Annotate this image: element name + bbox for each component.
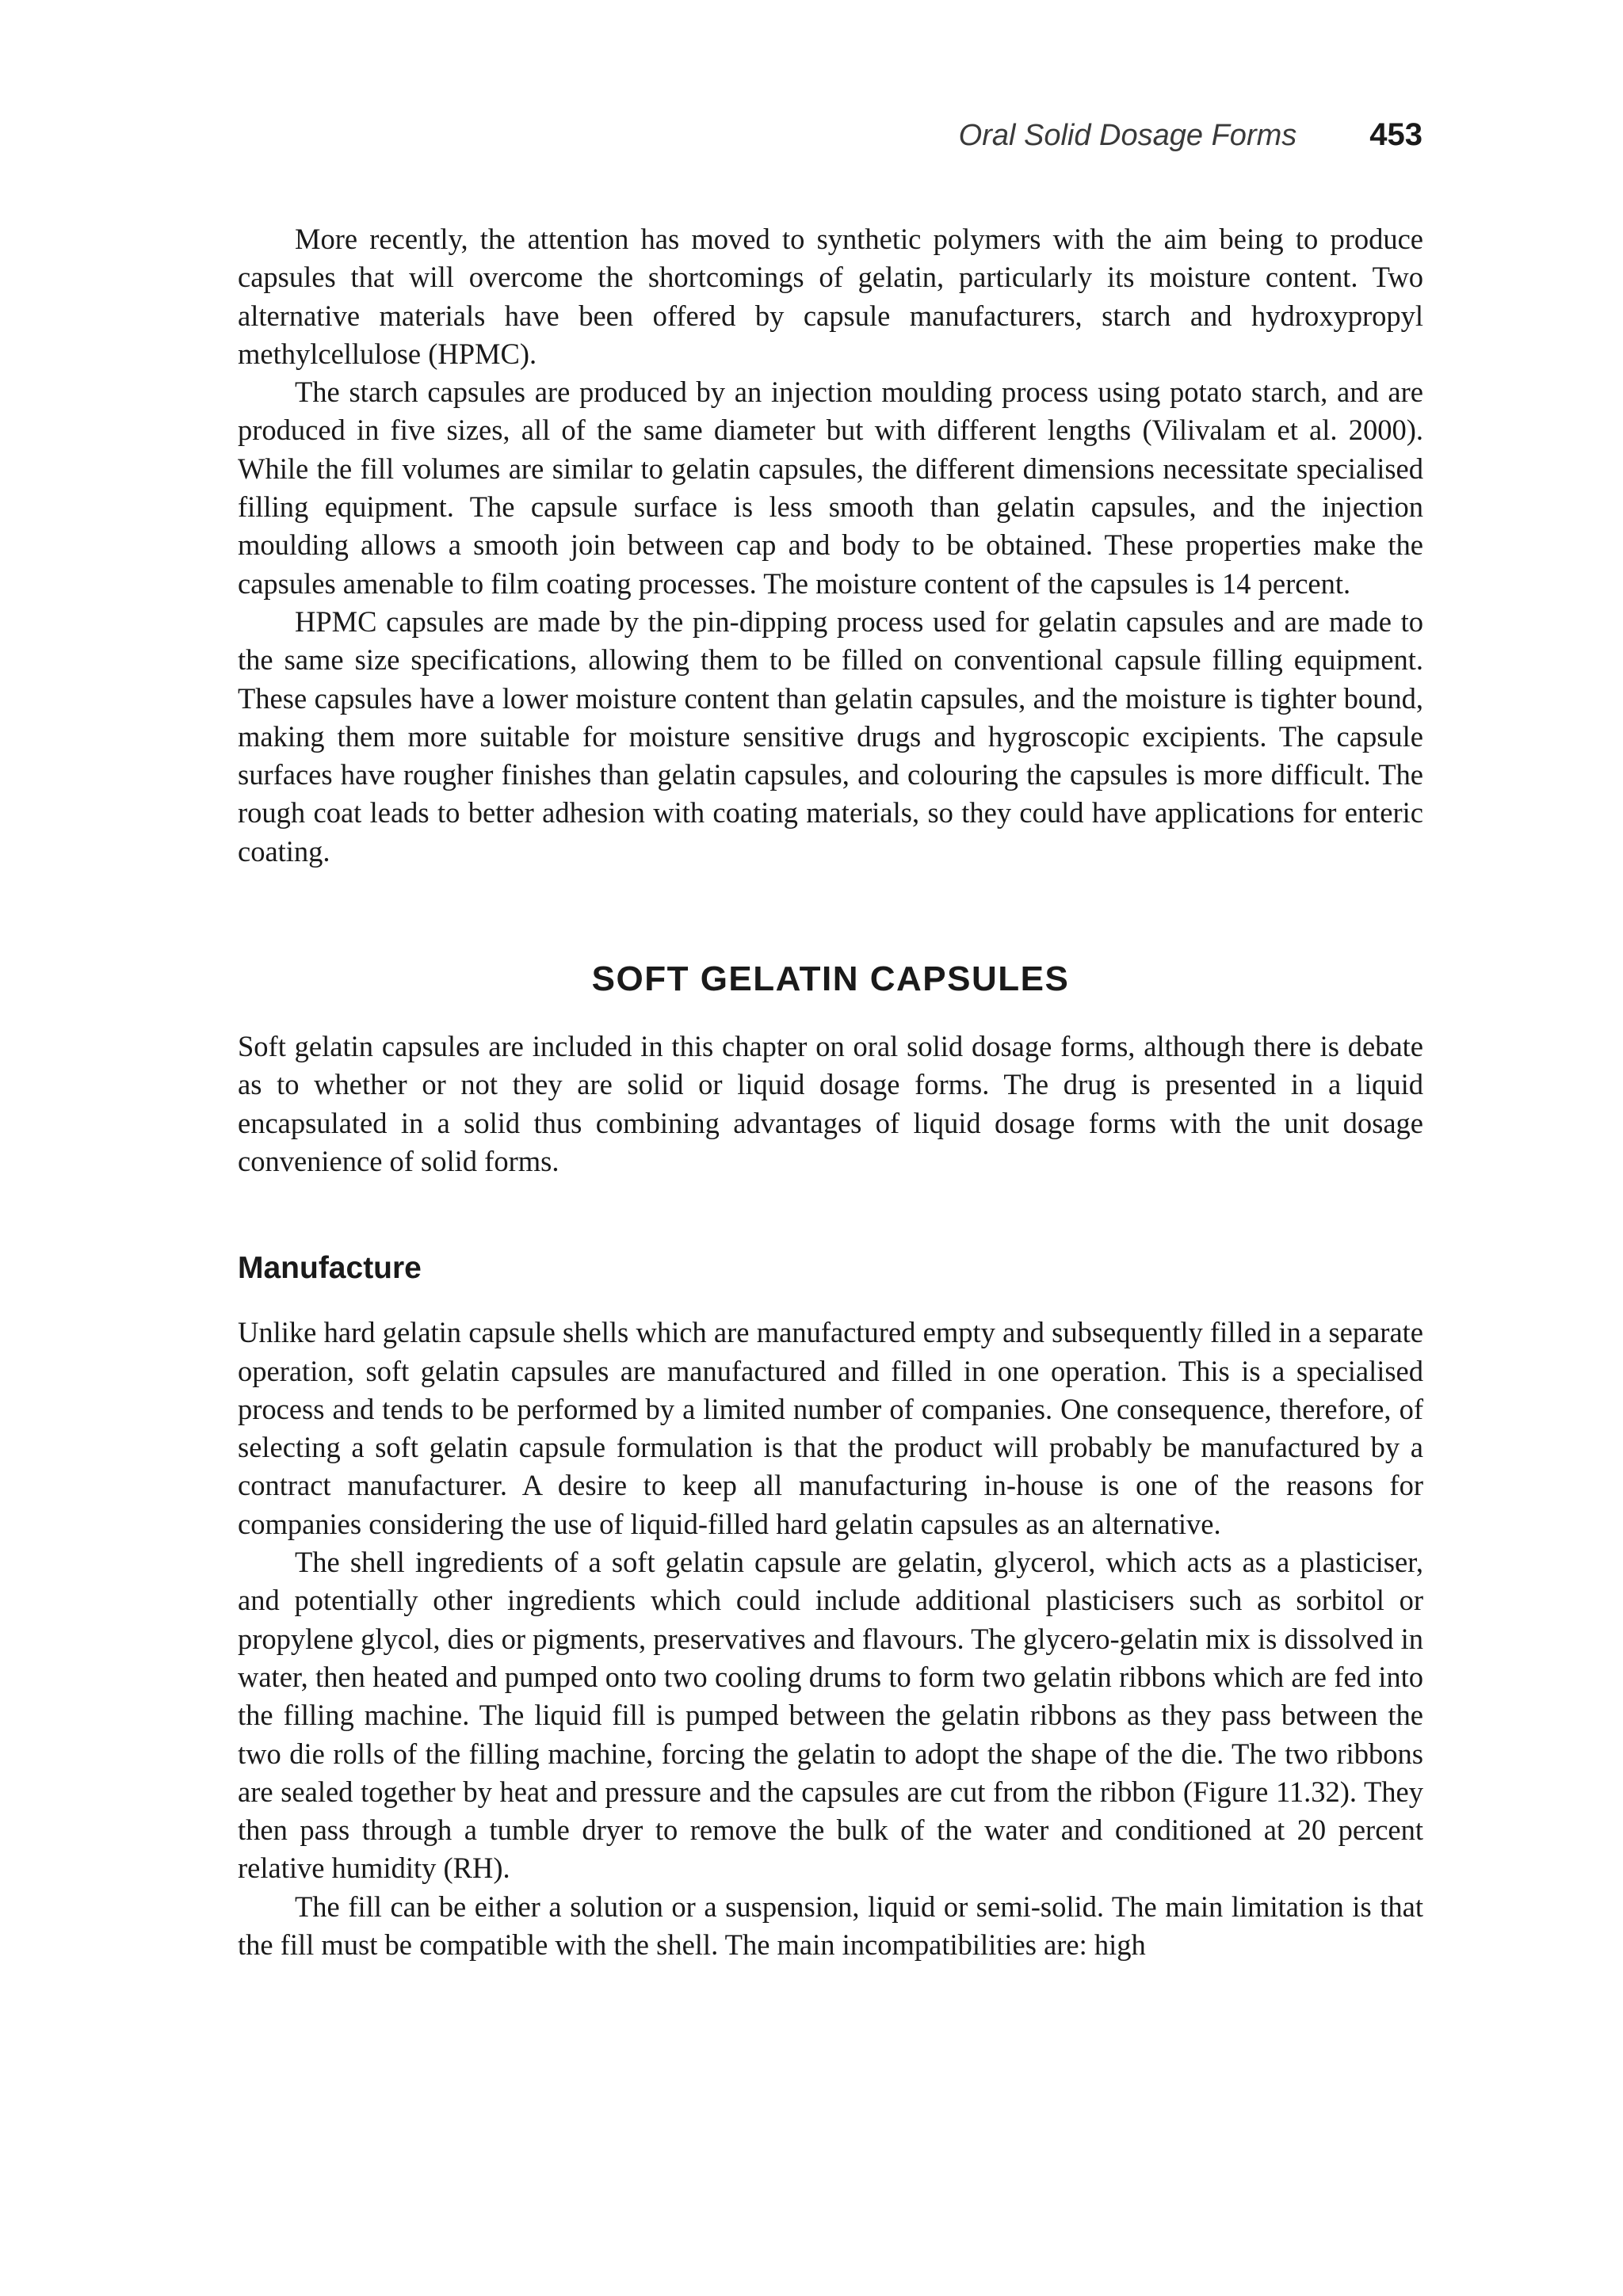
paragraph: Unlike hard gelatin capsule shells which are manufactured empty and subsequently filled in a separate operation, soft gelatin capsules are manufactured and filled in one operation. This is a specialised process and tends to be performed by a limited number of companies. One consequence, therefore, of selecting a soft gelatin capsule formulation is that the product will probably be manufactured by a contract manufacturer. A desire to keep all manufacturing in-house is one of the reasons for companies considering the use of liquid-filled hard gelatin capsules as an alternative. [238,1316,1423,1540]
paragraph: HPMC capsules are made by the pin-dipping process used for gelatin capsules and are made to the same size specifications, allowing them to be filled on conventional capsule filling equipment. These capsules have a lower moisture content than gelatin capsules, and the moisture is tighter bound, making them more suitable for moisture sensitive drugs and hygroscopic excipients. The capsule surfaces have rougher finishes than gelatin capsules, and colouring the capsules is more difficult. The rough coat leads to better adhesion with coating materials, so they could have applications for enteric coating. [238,605,1423,868]
paragraph: More recently, the attention has moved to synthetic polymers with the aim being to produce capsules that will overcome the shortcomings of gelatin, particularly its moisture content. Two alternative materials have been offered by capsule manufacturers, starch and hydroxypropyl methylcellulose (HPMC). [238,223,1423,370]
section-intro-paragraph: Soft gelatin capsules are included in this chapter on oral solid dosage forms, although there is debate as to whether or not they are solid or liquid dosage forms. The drug is presented in a liquid encapsulated in a solid thus combining advantages of liquid dosage forms with the unit dosage convenience of solid forms. [238,1030,1423,1177]
running-title: Oral Solid Dosage Forms [958,119,1297,152]
page-number: 453 [1369,117,1423,152]
running-header [959,117,1423,153]
paragraph: The shell ingredients of a soft gelatin capsule are gelatin, glycerol, which acts as a plasticiser, and potentially other ingredients which could include additional plasticisers such as sorbitol or propylene glycol, dies or pigments, preservatives and flavours. The glycero-gelatin mix is dissolved in water, then heated and pumped onto two cooling drums to form two gelatin ribbons which are fed into the filling machine. The liquid fill is pumped between the gelatin ribbons as they pass between the two die rolls of the filling machine, forcing the gelatin to adopt the shape of the die. The two ribbons are sealed together by heat and pressure and the capsules are cut from the ribbon (Figure 11.32). They then pass through a tumble dryer to remove the bulk of the water and conditioned at 20 percent relative humidity (RH). [238,1546,1423,1885]
paragraph: The fill can be either a solution or a suspension, liquid or semi-solid. The main limitation is that the fill must be compatible with the shell. The main incompatibilities are: high [238,1890,1423,1961]
section-heading: SOFT GELATIN CAPSULES [591,959,1070,999]
paragraph: The starch capsules are produced by an injection moulding process using potato starch, and are produced in five sizes, all of the same diameter but with different lengths (Vilivalam et al. 2000). While the fill volumes are similar to gelatin capsules, the different dimensions necessitate specialised filling equipment. The capsule surface is less smooth than gelatin capsules, and the injection moulding allows a smooth join between cap and body to be obtained. These properties make the capsules amenable to film coating processes. The moisture content of the capsules is 14 percent. [238,376,1423,600]
body-text [238,220,1423,1964]
subsection-heading: Manufacture [238,1251,422,1286]
